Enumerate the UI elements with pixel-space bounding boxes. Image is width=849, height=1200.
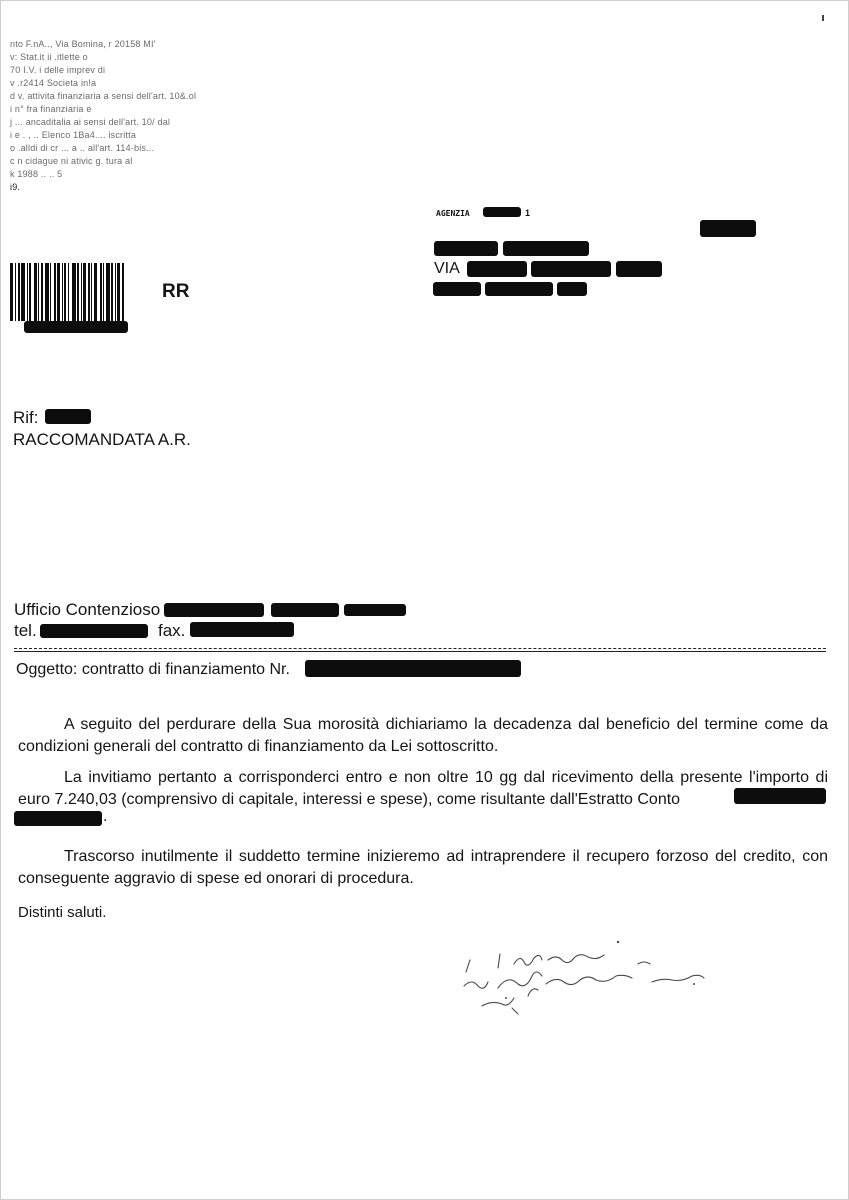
sender-line: nto F.nA.., Via Bomina, r 20158 MI': [10, 39, 156, 49]
separator-dashed: [14, 648, 826, 649]
redaction: [40, 624, 148, 638]
corner-mark: [822, 15, 824, 21]
body-paragraph-3-text: Trascorso inutilmente il suddetto termine inizieremo ad intraprendere il recupero forzoso del credito, con conseguente aggravio di spese ed onorari di procedura.: [18, 848, 828, 887]
sender-line: 70 I.V. i delle imprev di: [10, 65, 106, 75]
redaction: [14, 811, 102, 826]
redaction: [503, 241, 589, 256]
recipient-street-prefix: VIA: [434, 260, 460, 277]
redaction: [344, 604, 406, 616]
redaction: [434, 241, 498, 256]
sender-line: i e . , .. Elenco 1Ba4.... iscritta: [10, 130, 137, 140]
body-paragraph-3: [18, 846, 828, 890]
sender-line: i9.: [10, 182, 21, 192]
redaction: [485, 282, 553, 296]
recipient-agency-label: AGENZIA: [436, 209, 470, 218]
sender-line: v .r2414 Societa in!a: [10, 78, 97, 88]
redaction: [24, 321, 128, 333]
closing: Distinti saluti.: [18, 904, 107, 921]
redaction: [734, 788, 826, 804]
sender-block: [10, 38, 196, 194]
body-paragraph-2-text: La invitiamo pertanto a corrisponderci entro e non oltre 10 gg dal ricevimento della presente l'importo di euro 7.240,03 (comprensivo di capitale, interessi e spese), come risultante dall'Estratto Conto: [18, 769, 828, 808]
sender-line: c n cidague ni ativic g. tura al: [10, 156, 133, 166]
body-paragraph-2: [18, 767, 828, 811]
sender-line: k 1988 .. .. 5: [10, 169, 63, 179]
tel-label: tel.: [14, 621, 37, 640]
sender-line: o .alldi di cr ... a .. all'art. 114-bis...: [10, 143, 155, 153]
redaction: [467, 261, 527, 277]
body-paragraph-2-end: .: [103, 808, 108, 825]
body-paragraph-1-text: A seguito del perdurare della Sua morosità dichiariamo la decadenza dal beneficio del termine come da condizioni generali del contratto di finanziamento da Lei sottoscritto.: [18, 716, 828, 755]
barcode: [10, 263, 154, 321]
redaction: [271, 603, 339, 617]
redaction: [305, 660, 521, 677]
body-paragraph-1: [18, 714, 828, 758]
sender-line: d v. attivita finanziaria a sensi dell'art. 10&.ol: [10, 91, 197, 101]
recipient-agency-suffix: 1: [525, 208, 531, 218]
subject-line: Oggetto: contratto di finanziamento Nr.: [16, 661, 290, 678]
redaction: [164, 603, 264, 617]
barcode-label: RR: [162, 281, 190, 302]
redaction: [483, 207, 521, 217]
redaction: [433, 282, 481, 296]
redaction: [45, 409, 91, 424]
delivery-method: RACCOMANDATA A.R.: [13, 430, 191, 449]
signature: [458, 938, 718, 1028]
sender-line: j ... ancaditalia ai sensi dell'art. 10/ dal: [10, 117, 171, 127]
sender-line: i n° fra finanziaria e: [10, 104, 92, 114]
sender-line: v: Stat.it ii .itlette o: [10, 52, 88, 62]
redaction: [700, 220, 756, 237]
redaction: [531, 261, 611, 277]
redaction: [616, 261, 662, 277]
fax-label: fax.: [158, 621, 186, 640]
redaction: [190, 622, 294, 637]
separator-solid: [14, 651, 826, 652]
rif-label: Rif:: [13, 408, 39, 427]
office-name: Ufficio Contenzioso: [14, 600, 161, 619]
redaction: [557, 282, 587, 296]
